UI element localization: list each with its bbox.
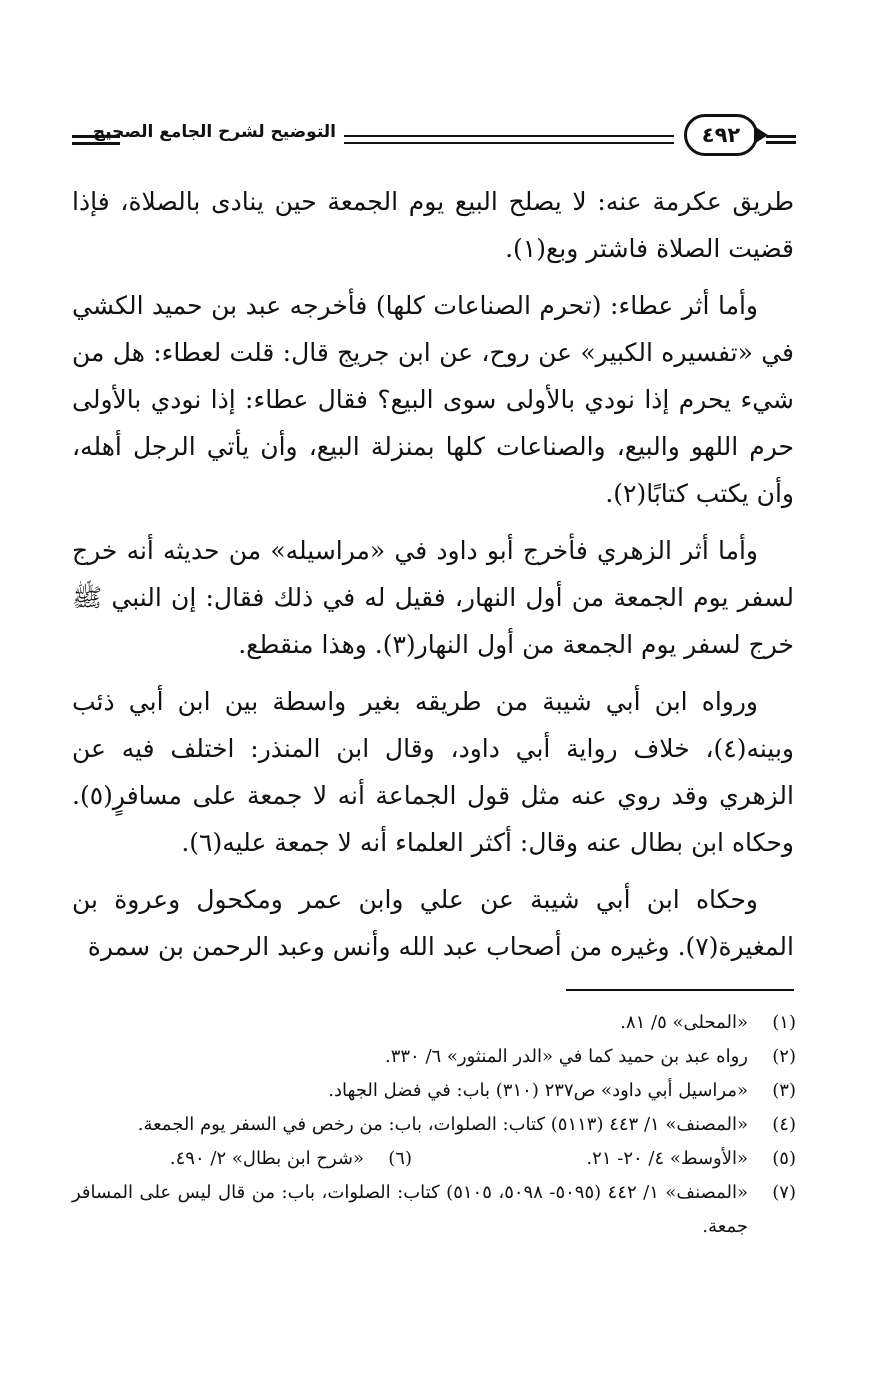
running-header — [72, 108, 796, 168]
footnote-text: «المصنف» ١/ ٤٤٣ (٥١١٣) كتاب: الصلوات، باب: من رخص في السفر يوم الجمعة. — [137, 1114, 748, 1135]
footnote-row — [72, 1142, 796, 1176]
paragraph: وأما أثر الزهري فأخرج أبو داود في «مراسيله» من حديثه أنه خرج لسفر يوم الجمعة من أول النهار، فقيل له في ذلك فقال: إن النبي ﷺ خرج لسفر يوم الجمعة من أول النهار(٣). وهذا منقطع. — [72, 536, 794, 659]
footnote — [72, 1176, 796, 1244]
book-title: التوضيح لشرح الجامع الصحيح — [92, 122, 336, 142]
footnote-text: «مراسيل أبي داود» ص٢٣٧ (٣١٠) باب: في فضل الجهاد. — [328, 1080, 748, 1101]
footnotes — [72, 1006, 796, 1244]
header-rule — [344, 135, 674, 137]
footnote — [72, 1006, 796, 1040]
footnote-text: «المحلى» ٥/ ٨١. — [620, 1012, 748, 1033]
footnote — [72, 1108, 796, 1142]
header-rule — [344, 142, 674, 144]
footnote — [72, 1040, 796, 1074]
footnote-text: «المصنف» ١/ ٤٤٢ (٥٠٩٥- ٥٠٩٨، ٥١٠٥) كتاب: الصلوات، باب: من قال ليس على المسافر جمعة. — [72, 1182, 749, 1237]
footnote-text: «الأوسط» ٤/ ٢٠- ٢١. — [586, 1148, 748, 1169]
page-number: ٤٩٢ — [684, 114, 758, 156]
footnote — [72, 1074, 796, 1108]
main-text — [72, 178, 794, 980]
footnote — [72, 1142, 412, 1176]
footnote-separator — [566, 989, 794, 991]
footnote-number: (٦) — [388, 1148, 412, 1169]
footnote-number: (٥) — [772, 1148, 796, 1169]
paragraph: ورواه ابن أبي شيبة من طريقه بغير واسطة بين ابن أبي ذئب وبينه(٤)، خلاف رواية أبي داود، وقال ابن المنذر: اختلف فيه عن الزهري وقد روي عنه مثل قول الجماعة أنه لا جمعة على مسافرٍ(٥). وحكاه ابن بطال عنه وقال: أكثر العلماء أنه لا جمعة عليه(٦). — [72, 687, 794, 857]
footnote-number: (٧) — [772, 1182, 796, 1203]
paragraph: وأما أثر عطاء: (تحرم الصناعات كلها) فأخرجه عبد بن حميد الكشي في «تفسيره الكبير» عن روح، عن ابن جريج قال: قلت لعطاء: هل من شيء يحرم إذا نودي بالأولى سوى البيع؟ فقال عطاء: إذا نودي بالأولى حرم اللهو والبيع، والصناعات كلها بمنزلة البيع، وأن يأتي الرجل أهله، وأن يكتب كتابًا(٢). — [72, 291, 794, 508]
header-rule — [72, 142, 120, 145]
footnote-number: (٢) — [772, 1046, 796, 1067]
footnote — [412, 1142, 796, 1176]
footnote-number: (٣) — [772, 1080, 796, 1101]
paragraph: طريق عكرمة عنه: لا يصلح البيع يوم الجمعة حين ينادى بالصلاة، فإذا قضيت الصلاة فاشتر وبع(١). — [72, 187, 794, 263]
footnote-text: رواه عبد بن حميد كما في «الدر المنثور» ٦/ ٣٣٠. — [384, 1046, 748, 1067]
header-rule — [766, 135, 796, 144]
paragraph: وحكاه ابن أبي شيبة عن علي وابن عمر ومكحول وعروة بن المغيرة(٧). وغيره من أصحاب عبد الله وأنس وعبد الرحمن بن سمرة — [72, 885, 794, 961]
footnote-text: «شرح ابن بطال» ٢/ ٤٩٠. — [169, 1148, 364, 1169]
footnote-number: (١) — [772, 1012, 796, 1033]
footnote-number: (٤) — [772, 1114, 796, 1135]
